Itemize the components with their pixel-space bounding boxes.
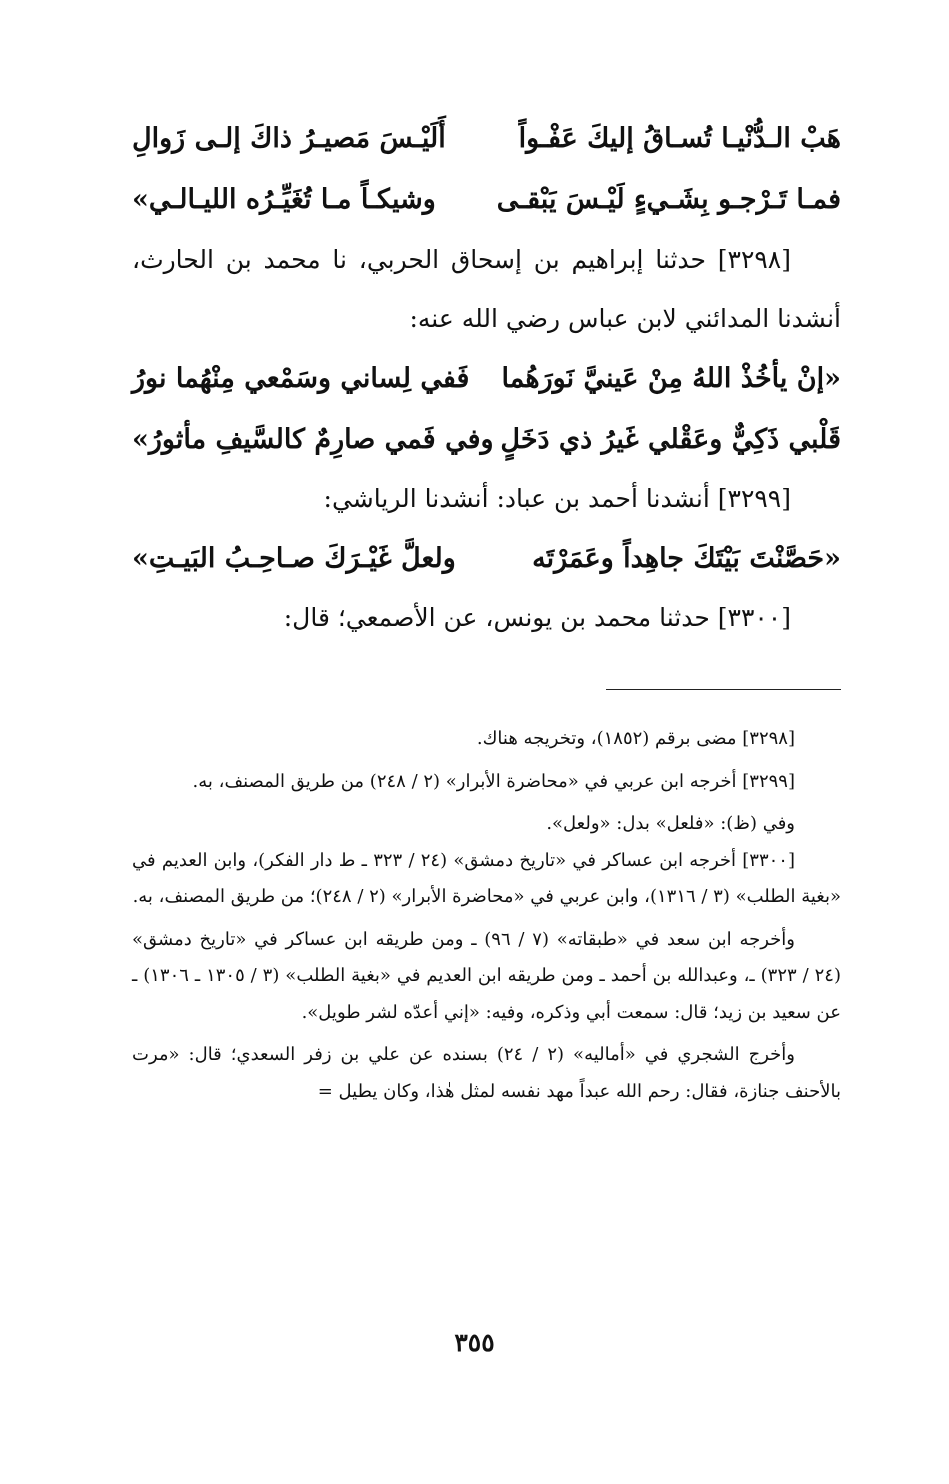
- verse-first-hemistich: «إنْ يأخُذْ اللهُ مِنْ عَينيَّ نَورَهُما: [501, 363, 841, 394]
- footnote-3299-variant: وفي (ظ): «فلعل» بدل: «ولعل».: [546, 813, 795, 834]
- footnote-3300: [٣٣٠٠] أخرجه ابن عساكر في «تاريخ دمشق» (٢٤ / ٣٢٣ ـ ط دار الفكر)، وابن العديم في «بغية الطلب» (٣ / ١٣١٦)، وابن عربي في «محاضرة الأبرار» (٢ / ٢٤٨)؛ من طريق المصنف، به.: [132, 849, 841, 907]
- verse-second-hemistich: وفي فَمي صارِمٌ كالسَّيفِ مأثورُ»: [132, 424, 494, 455]
- verse-second-hemistich: فَفي لِساني وسَمْعي مِنْهُما نورُ: [132, 363, 470, 394]
- verse-second-hemistich: ولعلَّ غَيْـرَكَ صـاحِـبُ البَيـتِ»: [132, 543, 456, 574]
- poem-verse: [132, 108, 841, 169]
- poem-verse: [132, 528, 841, 589]
- page-number: ٣٥٥: [454, 1328, 495, 1357]
- footnote-3300-shajari: وأخرج الشجري في «أماليه» (٢ / ٢٤) بسنده عن علي بن زفر السعدي؛ قال: «مرت بالأحنف جنازة، فقال: رحم الله عبداً مهد نفسه لمثل هٰذا، وكان يطيل =: [132, 1044, 841, 1102]
- poem-verse: [132, 169, 841, 230]
- footnotes: [132, 721, 841, 1110]
- narration-3300: [٣٣٠٠] حدثنا محمد بن يونس، عن الأصمعي؛ قال:: [283, 603, 791, 632]
- verse-first-hemistich: فمـا تَـرْجـو بِشَـيءٍ لَيْـسَ يَبْقـى: [496, 184, 841, 215]
- verse-first-hemistich: «حَصَّنْتَ بَيْتَكَ جاهِداً وعَمَرْتَه: [532, 543, 841, 574]
- poem-verse: [132, 409, 841, 470]
- footnote-3300-ibn-saad: وأخرجه ابن سعد في «طبقاته» (٧ / ٩٦) ـ ومن طريقه ابن عساكر في «تاريخ دمشق» (٢٤ / ٣٢٣) ـ، وعبدالله بن أحمد ـ ومن طريقه ابن العديم في «بغية الطلب» (٣ / ١٣٠٥ ـ ١٣٠٦) ـ عن سعيد بن زيد؛ قال: سمعت أبي وذكره، وفيه: «إني أعدّه لشر طويل».: [132, 928, 841, 1023]
- verse-second-hemistich: وشيكـاً مـا تُغَيِّـرُه الليـالـي»: [132, 184, 436, 215]
- footnote-3299: [٣٢٩٩] أخرجه ابن عربي في «محاضرة الأبرار» (٢ / ٢٤٨) من طريق المصنف، به.: [192, 770, 795, 792]
- footnote-divider: [606, 689, 841, 690]
- verse-first-hemistich: قَلْبي ذَكِيٌّ وعَقْلي غَيرُ ذي دَخَلٍ: [500, 424, 841, 455]
- verse-second-hemistich: أَلَيْـسَ مَصيـرُ ذاكَ إلـى زَوالِ: [132, 123, 446, 154]
- footnote-3298: [٣٢٩٨] مضى برقم (١٨٥٢)، وتخريجه هناك.: [476, 728, 795, 749]
- verse-first-hemistich: هَبْ الـدُّنْيـا تُسـاقُ إليكَ عَفْـواً: [518, 123, 841, 154]
- narration-3298: [٣٢٩٨] حدثنا إبراهيم بن إسحاق الحربي، نا محمد بن الحارث، أنشدنا المدائني لابن عباس رضي الله عنه:: [132, 245, 841, 333]
- poem-verse: [132, 348, 841, 409]
- narration-3299: [٣٢٩٩] أنشدنا أحمد بن عباد: أنشدنا الرياشي:: [323, 484, 791, 513]
- main-text: [132, 108, 841, 647]
